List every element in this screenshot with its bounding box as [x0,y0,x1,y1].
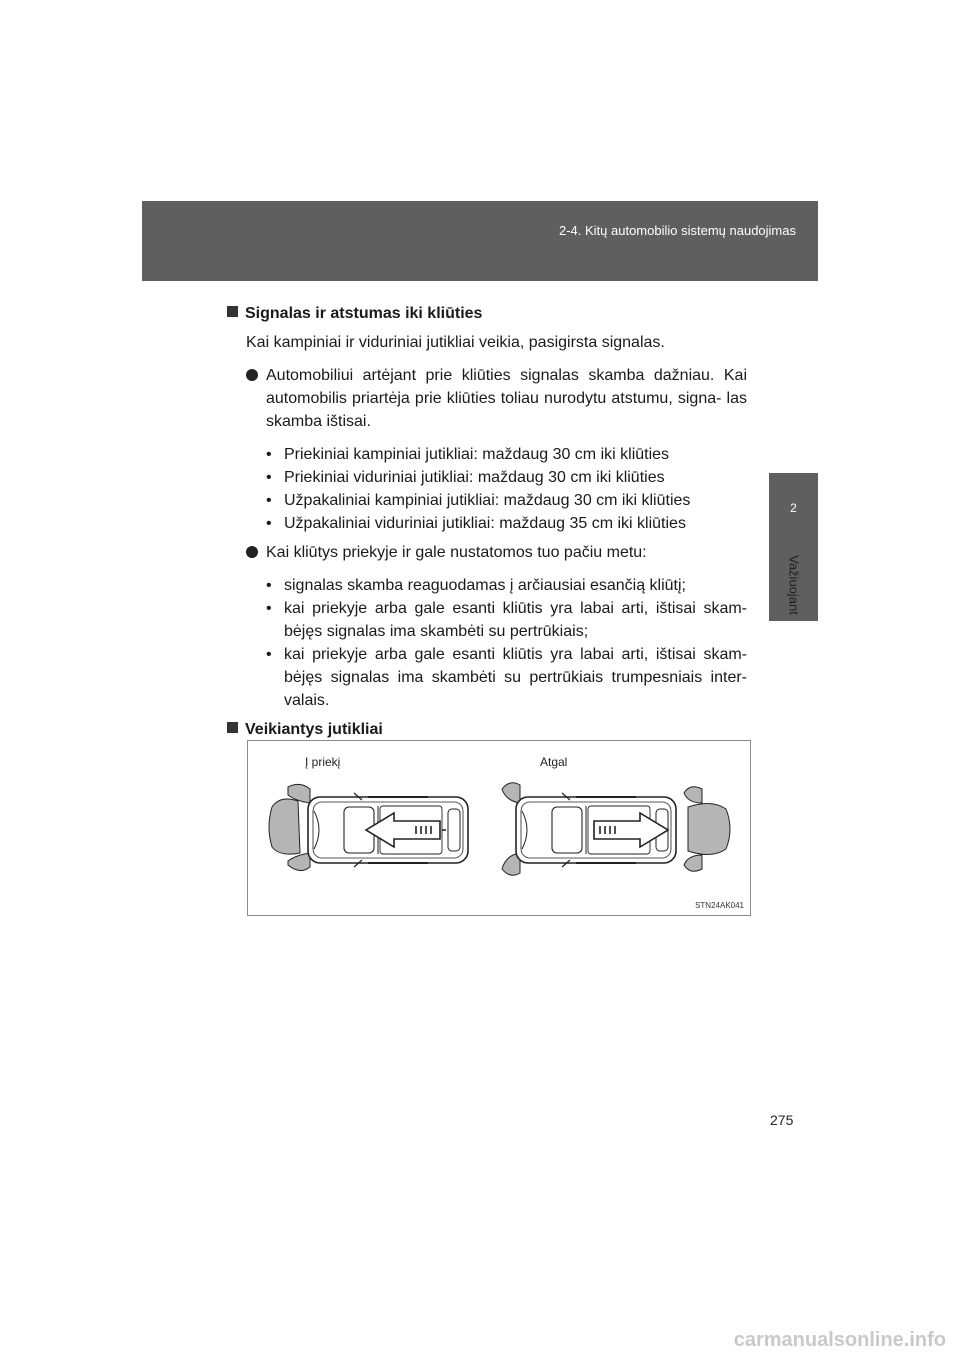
header-band [142,201,818,281]
bullet-dot-icon [246,546,258,558]
section-heading-signal: Signalas ir atstumas iki kliūties [227,302,747,325]
page-number: 275 [770,1112,794,1128]
chapter-title: 2-4. Kitų automobilio sistemų naudojimas [558,223,796,238]
bullet-frequency: Automobiliui artėjant prie kliūties signalas skamba dažniau. Kai automobilis priartėja prie kliūties toliau nurodytu atstumu, signa- las skamba ištisai. [246,364,747,433]
simultaneous-list [227,574,747,712]
content [227,302,747,741]
list-item: • kai priekyje arba gale esanti kliūtis yra labai arti, ištisai skam- bėjęs signalas ima skambėti su pertrūkiais; [266,600,747,640]
side-label [770,550,818,620]
list-item: • Priekiniai kampiniai jutikliai: maždaug 30 cm iki kliūties [266,446,670,463]
watermark: carmanualsonline.info [733,1329,946,1351]
list-item: • Užpakaliniai viduriniai jutikliai: maždaug 35 cm iki kliūties [266,515,686,532]
list-item: • kai priekyje arba gale esanti kliūtis yra labai arti, ištisai skam- bėjęs signalas ima skambėti su pertrūkiais trumpesniais inter- valais. [266,646,747,709]
section-heading-sensors: Veikiantys jutikliai [227,718,747,741]
list-item: • Priekiniai viduriniai jutikliai: maždaug 30 cm iki kliūties [266,469,665,486]
figure-label-back: Atgal [540,755,568,769]
list-item: • signalas skamba reaguodamas į arčiausiai esančią kliūtį; [266,577,686,594]
chapter-number: 2 [790,501,797,515]
sensor-figure [247,740,751,916]
side-label-text: Važiuojant [786,555,802,615]
figure-label-forward: Į priekį [305,755,341,769]
figure-code: STN24AK041 [695,901,744,910]
distance-list [227,443,747,535]
bullet-dot-icon [246,369,258,381]
list-item: • Užpakaliniai kampiniai jutikliai: maždaug 30 cm iki kliūties [266,492,691,509]
bullet-simultaneous: Kai kliūtys priekyje ir gale nustatomos tuo pačiu metu: [246,541,747,564]
square-bullet-icon [227,722,238,733]
square-bullet-icon [227,306,238,317]
intro-paragraph: Kai kampiniai ir viduriniai jutikliai veikia, pasigirsta signalas. [246,334,665,351]
car-diagram [248,741,750,915]
